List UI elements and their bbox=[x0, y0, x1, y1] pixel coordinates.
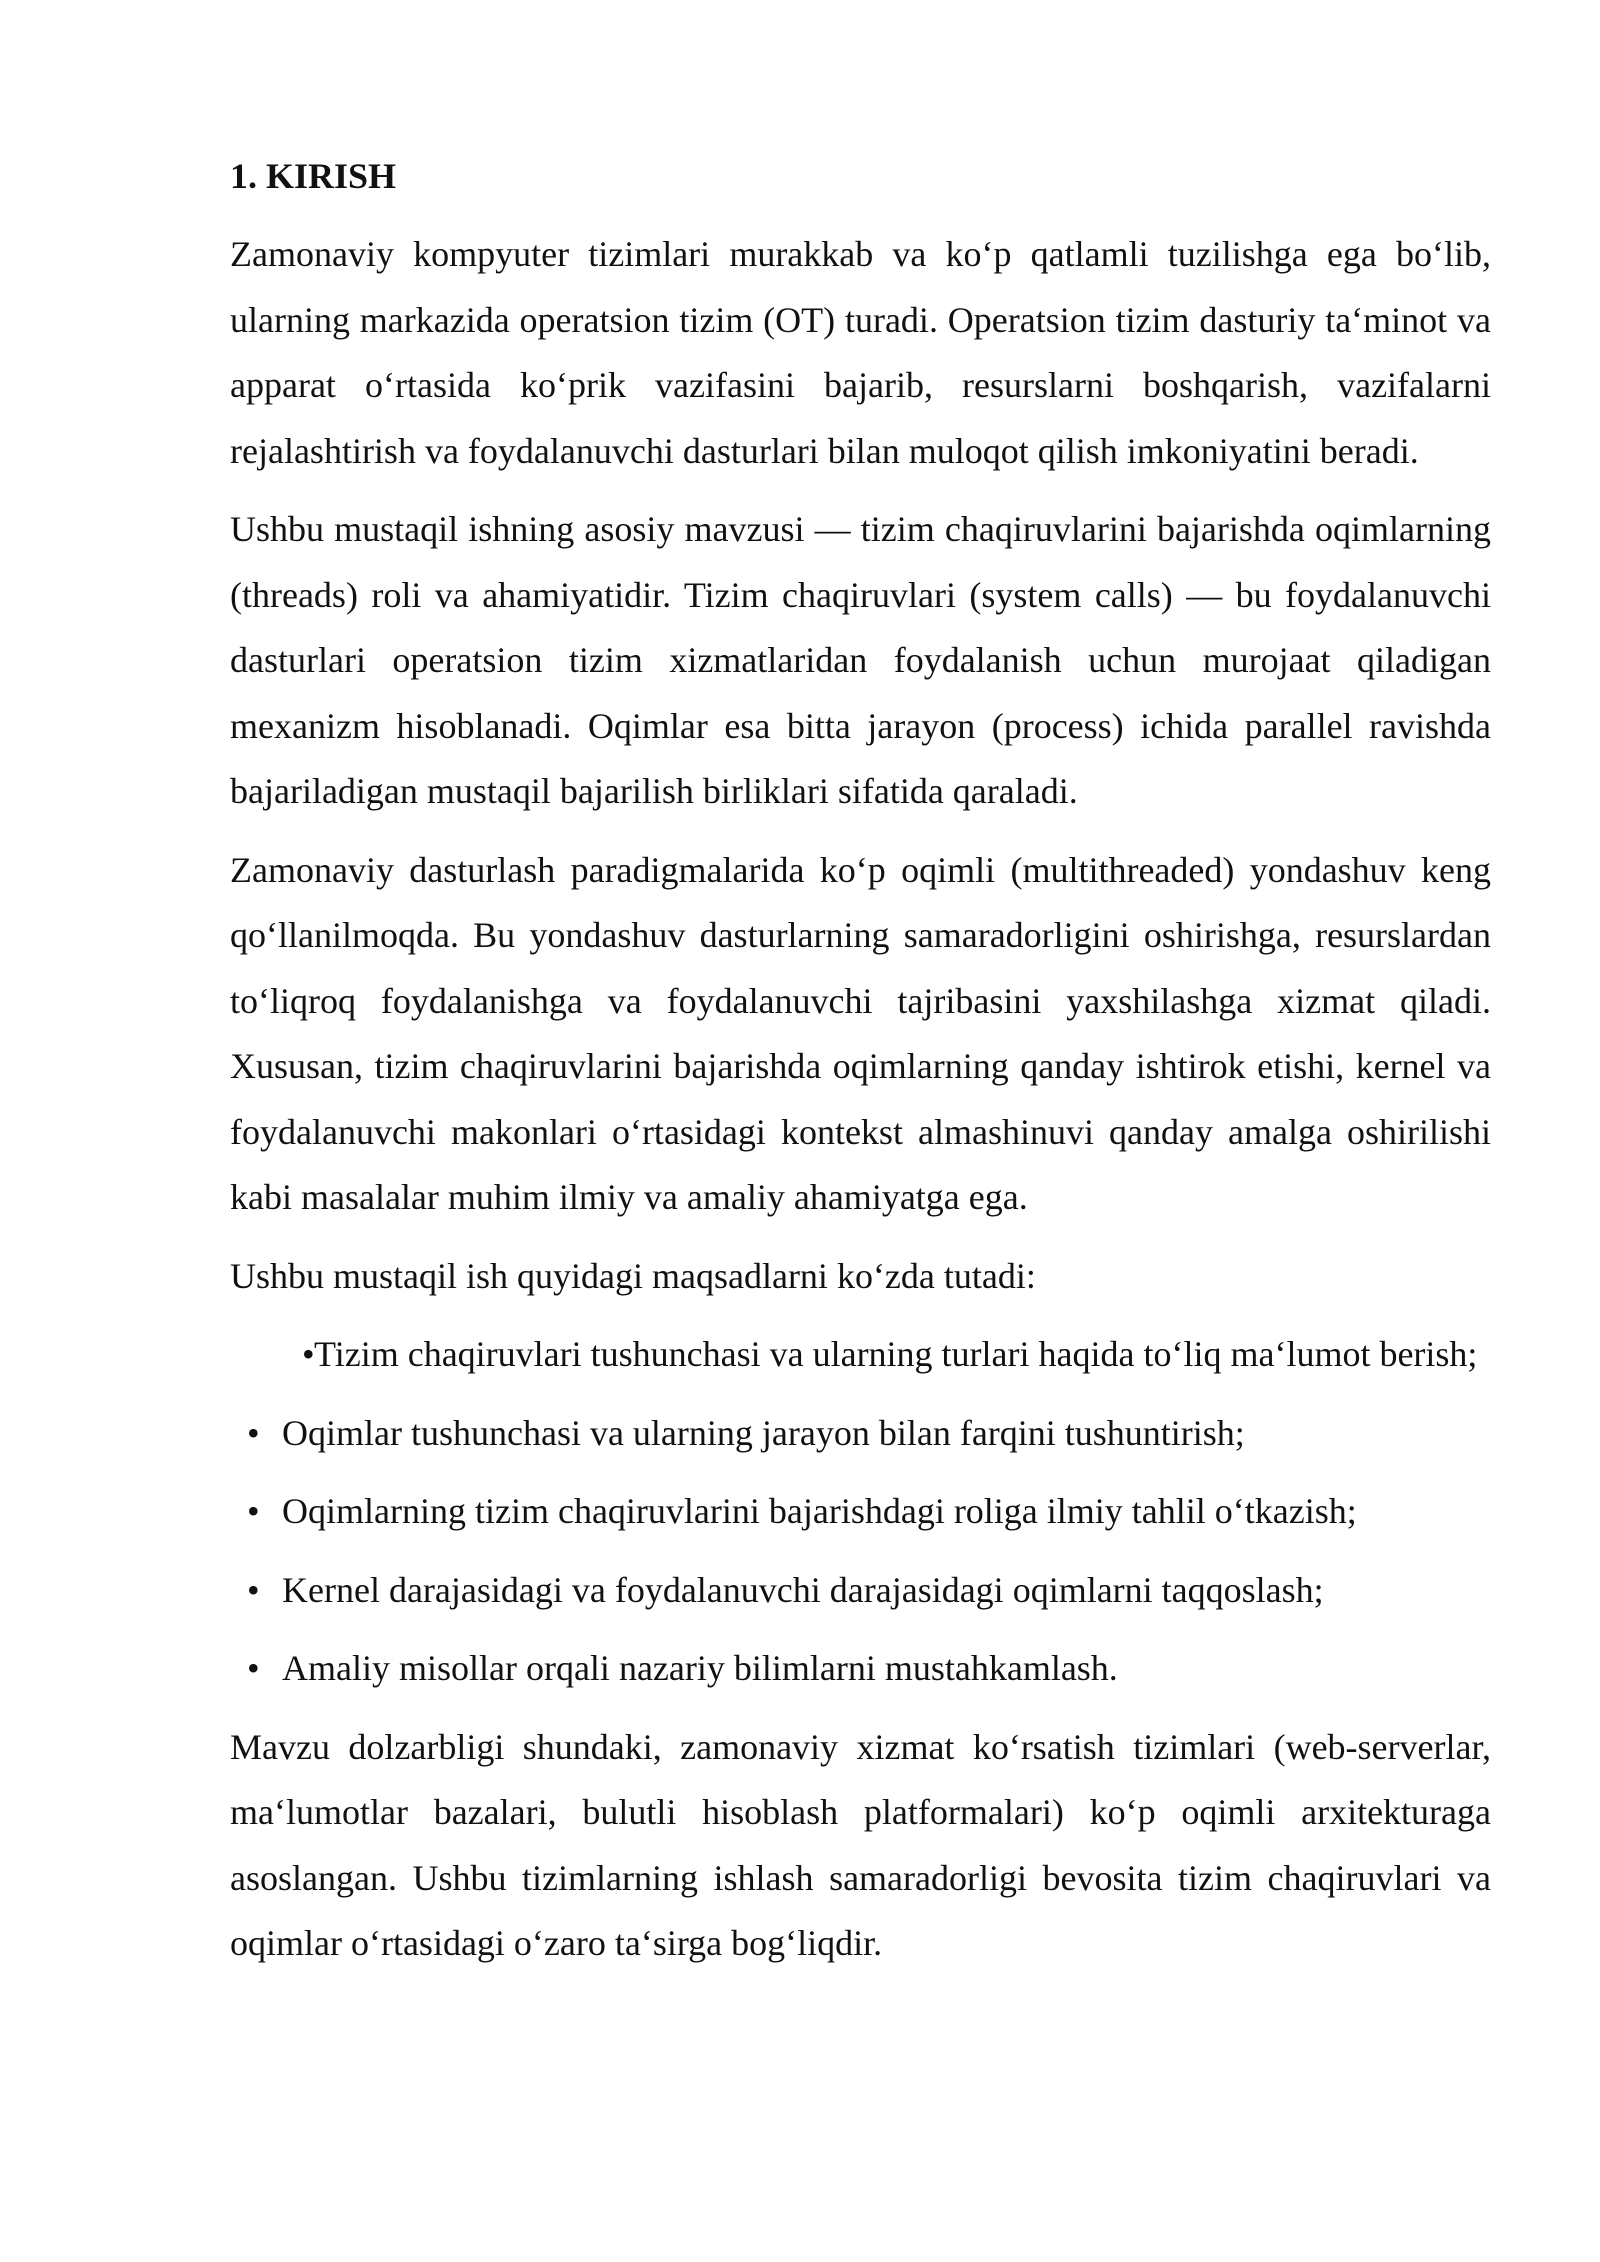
bullet-icon: • bbox=[302, 1334, 315, 1374]
list-item bbox=[230, 1322, 1491, 1388]
list-item bbox=[230, 1636, 1491, 1702]
list-item-text: Oqimlarning tizim chaqiruvlarini bajarishdagi roliga ilmiy tahlil o‘tkazish; bbox=[282, 1491, 1357, 1531]
paragraph-topic: Ushbu mustaqil ishning asosiy mavzusi — tizim chaqiruvlarini bajarishda oqimlarning (threads) roli va ahamiyatidir. Tizim chaqiruvlari (system calls) — bu foydalanuvchi dasturlari operatsion tizim xizmatlaridan foydalanish uchun murojaat qiladigan mexanizm hisoblanadi. Oqimlar esa bitta jarayon (process) ichida parallel ravishda bajariladigan mustaqil bajarilish birliklari sifatida qaraladi. bbox=[230, 509, 1491, 811]
bullet-icon: • bbox=[247, 1491, 260, 1531]
bullet-icon: • bbox=[247, 1648, 260, 1688]
list-item-text: Tizim chaqiruvlari tushunchasi va ularning turlari haqida to‘liq ma‘lumot berish; bbox=[314, 1334, 1478, 1374]
bullet-icon: • bbox=[247, 1569, 260, 1610]
list-item bbox=[230, 1479, 1491, 1545]
paragraph-goals-intro: Ushbu mustaqil ish quyidagi maqsadlarni ko‘zda tutadi: bbox=[230, 1255, 1036, 1296]
section-heading: 1. KIRISH bbox=[230, 156, 397, 196]
list-item-text: Oqimlar tushunchasi va ularning jarayon bilan farqini tushuntirish; bbox=[282, 1412, 1245, 1453]
paragraph-multithreading: Zamonaviy dasturlash paradigmalarida ko‘p oqimli (multithreaded) yondashuv keng qo‘llanilmoqda. Bu yondashuv dasturlarning samaradorligini oshirishga, resurslardan to‘liqroq foydalanishga va foydalanuvchi tajribasini yaxshilashga xizmat qiladi. Xususan, tizim chaqiruvlarini bajarishda oqimlarning qanday ishtirok etishi, kernel va foydalanuvchi makonlari o‘rtasidagi kontekst almashinuvi qanday amalga oshirilishi kabi masalalar muhim ilmiy va amaliy ahamiyatga ega. bbox=[230, 849, 1491, 1217]
list-item bbox=[230, 1401, 1491, 1467]
list-item bbox=[230, 1558, 1491, 1624]
bullet-icon: • bbox=[247, 1412, 260, 1453]
list-item-text: Kernel darajasidagi va foydalanuvchi darajasidagi oqimlarni taqqoslash; bbox=[282, 1569, 1324, 1610]
paragraph-relevance: Mavzu dolzarbligi shundaki, zamonaviy xizmat ko‘rsatish tizimlari (web-serverlar, ma‘lumotlar bazalari, bulutli hisoblash platformalari) ko‘p oqimli arxitekturaga asoslangan. Ushbu tizimlarning ishlash samaradorligi bevosita tizim chaqiruvlari va oqimlar o‘rtasidagi o‘zaro ta‘sirga bog‘liqdir. bbox=[230, 1726, 1491, 1963]
list-item-text: Amaliy misollar orqali nazariy bilimlarni mustahkamlash. bbox=[282, 1648, 1118, 1688]
document-body bbox=[230, 150, 1491, 1990]
paragraph-intro: Zamonaviy kompyuter tizimlari murakkab va ko‘p qatlamli tuzilishga ega bo‘lib, ularning markazida operatsion tizim (OT) turadi. Operatsion tizim dasturiy ta‘minot va apparat o‘rtasida ko‘prik vazifasini bajarib, resurslarni boshqarish, vazifalarni rejalashtirish va foydalanuvchi dasturlari bilan muloqot qilish imkoniyatini beradi. bbox=[230, 234, 1491, 471]
